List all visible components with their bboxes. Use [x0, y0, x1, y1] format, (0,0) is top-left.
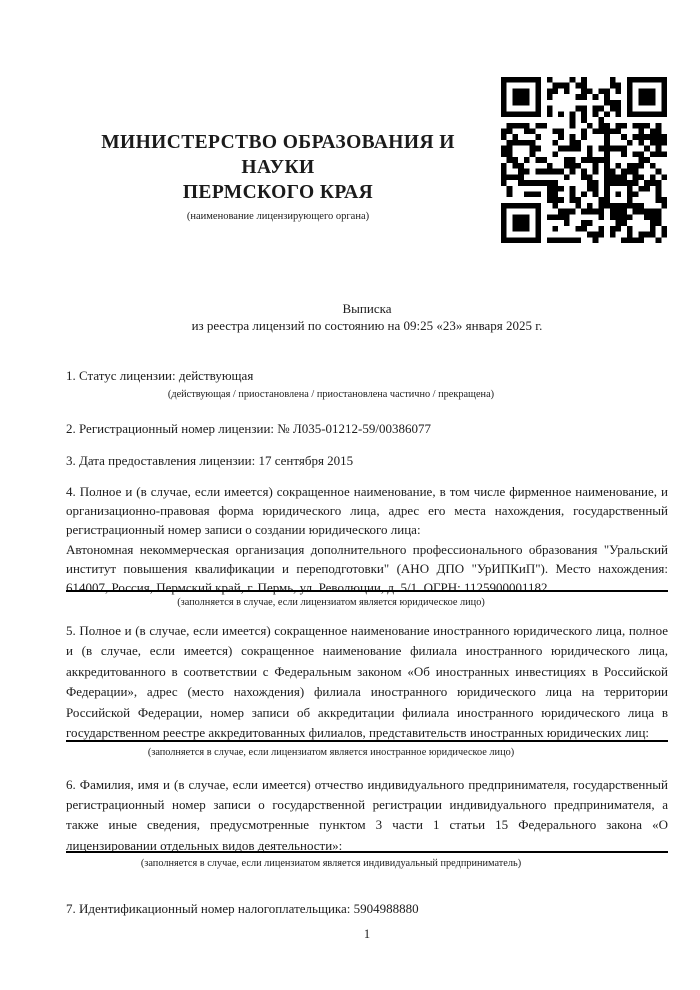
license-status-line: 1. Статус лицензии: действующая [66, 368, 254, 383]
document-title [66, 301, 668, 334]
licensing-authority-header [66, 130, 490, 223]
legal-entity-value: Автономная некоммерческая организация дополнительного профессионального образования "Уральский институт повышения квалификации и переподготовки" (АНО ДПО "УрИПКиП"). Место нахождения: 614007, Россия, Пермский край, г. Пермь, ул. Революции, д. 5/1. ОГРН: 1125900001182. [66, 541, 668, 596]
legal-entity-field-rule [66, 590, 668, 592]
ministry-name-line2: ПЕРМСКОГО КРАЯ [182, 182, 374, 203]
registration-number-line: 2. Регистрационный номер лицензии: № Л035-01212-59/00386077 [66, 421, 432, 436]
ministry-name-line1: МИНИСТЕРСТВО ОБРАЗОВАНИЯ И НАУКИ [101, 132, 455, 178]
legal-entity-requirement-text: 4. Полное и (в случае, если имеется) сокращенное наименование, в том числе фирменное наименование, и организационно-правовая форма юридического лица, адрес его места нахождения, государственный регистрационный номер записи о создании юридического лица: [66, 484, 668, 538]
individual-entrepreneur-caption: (заполняется в случае, если лицензиатом является индивидуальный предприниматель) [140, 858, 522, 869]
qr-code [501, 77, 667, 243]
legal-entity-caption: (заполняется в случае, если лицензиатом является юридическое лицо) [177, 597, 485, 608]
legal-entity-section [66, 482, 668, 597]
foreign-entity-section: 5. Полное и (в случае, если имеется) сокращенное наименование иностранного юридического лица, полное и (в случае, если имеется) сокращенное наименование филиала иностранного юридического лица, аккредитованного в соответствии с Федеральным законом «Об иностранных инвестициях в Российской Федерации», адрес (место нахождения) филиала иностранного юридического лица на территории Российской Федерации, номер записи об аккредитации филиала иностранного юридического лица в государственном реестре аккредитованных филиалов, представительств иностранных юридических лиц: [66, 623, 668, 741]
license-status-options-caption: (действующая / приостановлена / приостановлена частично / прекращена) [167, 389, 495, 400]
foreign-entity-caption: (заполняется в случае, если лицензиатом является иностранное юридическое лицо) [147, 747, 515, 758]
page-number: 1 [363, 927, 371, 941]
foreign-entity-field-rule [66, 740, 668, 742]
document-title-line2: из реестра лицензий по состоянию на 09:25 «23» января 2025 г. [191, 317, 543, 333]
license-grant-date-line: 3. Дата предоставления лицензии: 17 сентября 2015 [66, 453, 354, 468]
individual-entrepreneur-section: 6. Фамилия, имя и (в случае, если имеется) отчество индивидуального предпринимателя, государственный регистрационный номер записи о государственной регистрации индивидуального предпринимателя, а также иные сведения, предусмотренные пунктом 3 части 1 статьи 15 Федерального закона «О лицензировании отдельных видов деятельности»: [66, 777, 668, 853]
document-title-line1: Выписка [342, 301, 392, 316]
licensing-authority-caption: (наименование лицензирующего органа) [186, 211, 370, 222]
taxpayer-id-line: 7. Идентификационный номер налогоплательщика: 5904988880 [66, 901, 419, 916]
ministry-name [66, 130, 490, 205]
individual-entrepreneur-field-rule [66, 851, 668, 853]
